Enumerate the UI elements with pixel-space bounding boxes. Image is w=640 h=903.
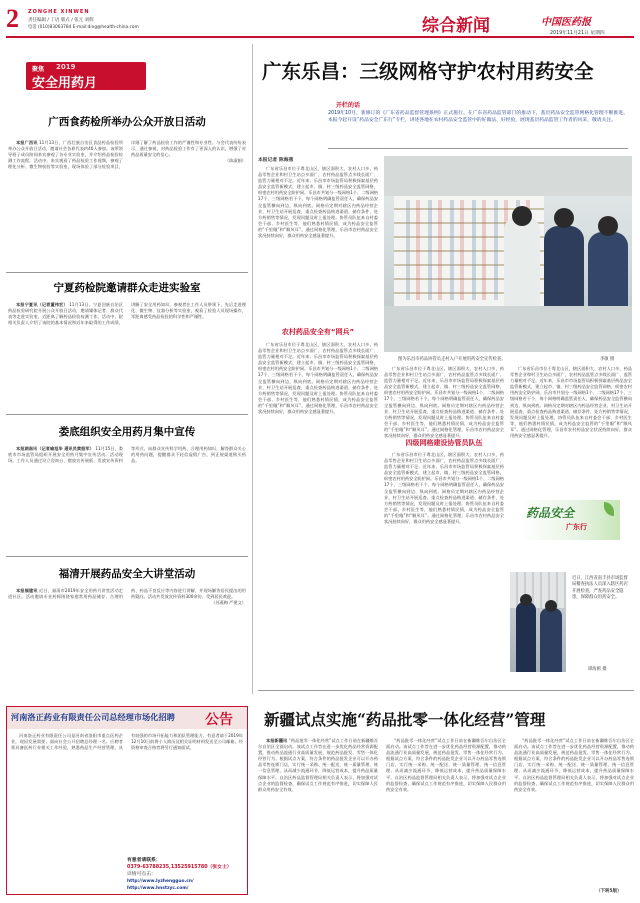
divider	[6, 414, 248, 415]
side-photo-caption: 近日，江西省南丰县市场监督局稽查执法人员深入辖区药店开展检查，严查药品安全隐患，保障群众用药安全。	[572, 576, 628, 601]
article-body	[8, 140, 246, 268]
article-headline: 福清开展药品安全大讲堂活动	[58, 568, 196, 580]
article-author: （苏燕梅 严建文）	[211, 600, 246, 606]
safety-month-banner	[26, 62, 146, 90]
photo-caption: 图为乐昌市药品协管员走村入户开展用药安全宣传检查。	[398, 357, 506, 362]
article-body	[8, 446, 246, 554]
lead-label: 开栏的话	[336, 102, 361, 109]
article-author: （陈淑娟）	[225, 158, 246, 164]
article-headline: 宁夏药检院邀请群众走进实验室	[53, 282, 201, 294]
bottom-text: “药品批零一体化经营”试点工作日前在新疆维吾尔自治区全面启动。该试点工作旨在进一步优化药品经营资源配置，推动药品流通行业高质量发展，规范药品批发、零售一体化经营行为。根据试点方案，符合条件的药品批发企业可以开办药品零售连锁门店，实行统一采购、统一配送、统一质量管理、统一信息管理，从而减少流通环节，降低运营成本，提升药品质量保障水平。自治区药品监督管理局相关负责人表示，将加强对试点企业的监督检查，确保试点工作规范有序推进，切实保障人民群众用药安全有效。	[386, 738, 506, 792]
ad-contact	[127, 857, 245, 892]
article-byline: 本报宁夏讯（记者董伟宏）	[16, 302, 68, 307]
column-divider	[252, 44, 253, 694]
main-text: 广东省乐昌市位于粤北山区，辖区面积大、农村人口多，药品零售企业和村卫生站点多面广，农村药品监管点多线长面广、监管力量相对不足。近年来，乐昌市市场监管局积极探索基层药品安全监管新模式，建立起市、镇、村三级药品安全监管网格，织密农村用药安全防护网。乐昌市共划分一级网格1个、二级网格17个、三级网格若干个，每个网格明确监管责任人，确保药品安全监管横向到边、纵向到底。网格员定期对辖区内药品经营企业、村卫生站开展巡查，重点检查药品购进渠道、储存条件、处方药销售等情况，发现问题及时上报处理。协管员队伍来自村委会干部、乡村医生等，他们熟悉村情民情，成为药品安全监管的“千里眼”和“顺风耳”。通过网格化管理，乐昌市农村药品安全状况持续向好，群众用药安全感显著提升。	[258, 342, 378, 415]
bottom-text: “药品批零一体化经营”试点工作日前在新疆维吾尔自治区全面启动。该试点工作旨在进一步优化药品经营资源配置，推动药品流通行业高质量发展，规范药品批发、零售一体化经营行为。根据试点方案，符合条件的药品批发企业可以开办药品零售连锁门店，实行统一采购、统一配送、统一质量管理、统一信息管理，从而减少流通环节，降低运营成本，提升药品质量保障水平。自治区药品监督管理局相关负责人表示，将加强对试点企业的监督检查，确保试点工作规范有序推进，切实保障人民群众用药安全有效。	[258, 738, 378, 792]
main-text: 广东省乐昌市位于粤北山区，辖区面积大、农村人口多，药品零售企业和村卫生站点多面广，农村药品监管点多线长面广、监管力量相对不足。近年来，乐昌市市场监管局积极探索基层药品安全监管新模式，建立起市、镇、村三级药品安全监管网格，织密农村用药安全防护网。乐昌市共划分一级网格1个、二级网格17个、三级网格若干个，每个网格明确监管责任人，确保药品安全监管横向到边、纵向到底。网格员定期对辖区内药品经营企业、村卫生站开展巡查，重点检查药品购进渠道、储存条件、处方药销售等情况，发现问题及时上报处理。协管员队伍来自村委会干部、乡村医生等，他们熟悉村情民情，成为药品安全监管的“千里眼”和“顺风耳”。通过网格化管理，乐昌市农村药品安全状况持续向好，群众用药安全感显著提升。	[384, 452, 504, 525]
article-byline: 本报湖南讯（记者喻旭华 通讯员黄振军）	[16, 446, 94, 451]
ad-title: 河南洛正药业有限责任公司总经理市场化招聘	[11, 712, 175, 722]
section-title: 综合新闻	[422, 16, 490, 36]
main-body	[384, 366, 504, 439]
divider	[328, 148, 628, 149]
subhead: 四级网格建设协管员队伍	[405, 439, 483, 447]
banner-year: 2019	[56, 63, 76, 71]
ad-text: 河南洛正药业有限责任公司是河南省洛阳市重点医药企业，现因发展需要，面向社会公开招聘总经理一名。应聘者须具备医药行业相关工作经验，熟悉药品生产经营管理，具有较强的市场开拓能力和团队管理能力。有意者请于2019年12月10日前将个人简历及相关证明材料发送至公司邮箱，经资格审查合格者将另行通知面试。	[11, 733, 243, 751]
subhead: 农村药品安全有“网兵”	[281, 328, 355, 336]
section-pinyin: ZONGHE XINWEN	[28, 9, 90, 15]
photo-credit: 李敏 摄	[600, 357, 615, 362]
divider	[6, 272, 248, 273]
main-headline: 广东乐昌：三级网格守护农村用药安全	[262, 60, 594, 83]
bottom-byline: 本报新疆讯	[266, 738, 288, 743]
article-byline: 本报福建讯	[16, 588, 38, 593]
leaf-icon	[604, 502, 614, 516]
article-text: 近日，福清市2019年安全用药月讲堂活动走进社区。活动邀请专业药师围绕家庭常用药品储存、合理用药、药品不良反应等内容进行讲解，并现场解答居民提出的用药疑问。活动共发放宣传资料300余份，受到居民欢迎。	[8, 588, 246, 600]
main-text: 广东省乐昌市位于粤北山区，辖区面积大、农村人口多，药品零售企业和村卫生站点多面广，农村药品监管点多线长面广、监管力量相对不足。近年来，乐昌市市场监管局积极探索基层药品安全监管新模式，建立起市、镇、村三级药品安全监管网格，织密农村用药安全防护网。乐昌市共划分一级网格1个、二级网格17个、三级网格若干个，每个网格明确监管责任人，确保药品安全监管横向到边、纵向到底。网格员定期对辖区内药品经营企业、村卫生站开展巡查，重点检查药品购进渠道、储存条件、处方药销售等情况，发现问题及时上报处理。协管员队伍来自村委会干部、乡村医生等，他们熟悉村情民情，成为药品安全监管的“千里眼”和“顺风耳”。通过网格化管理，乐昌市农村药品安全状况持续向好，群众用药安全感显著提升。	[384, 366, 504, 439]
inspection-photo	[510, 572, 566, 672]
badge-subtitle: 广东行	[566, 523, 587, 531]
bottom-body	[258, 738, 634, 886]
article-byline: 本报广西讯	[16, 140, 38, 145]
article-headline: 广西食药检所举办公众开放日活动	[48, 116, 206, 128]
contact-line: 电话 (010)83063784 E-mail:ding@health-china.com	[28, 25, 139, 30]
main-text: 广东省乐昌市位于粤北山区，辖区面积大、农村人口多，药品零售企业和村卫生站点多面广，农村药品监管点多线长面广、监管力量相对不足。近年来，乐昌市市场监管局积极探索基层药品安全监管新模式，建立起市、镇、村三级药品安全监管网格，织密农村用药安全防护网。乐昌市共划分一级网格1个、二级网格17个、三级网格若干个，每个网格明确监管责任人，确保药品安全监管横向到边、纵向到底。网格员定期对辖区内药品经营企业、村卫生站开展巡查，重点检查药品购进渠道、储存条件、处方药销售等情况，发现问题及时上报处理。协管员队伍来自村委会干部、乡村医生等，他们熟悉村情民情，成为药品安全监管的“千里眼”和“顺风耳”。通过网格化管理，乐昌市农村药品安全状况持续向好，群众用药安全感显著提升。	[510, 366, 632, 439]
divider	[258, 690, 634, 691]
main-body	[258, 166, 378, 323]
series-badge	[520, 500, 620, 540]
article-text: 11月13日，宁夏回族自治区药品检验研究院开展公众开放日活动，邀请媒体记者、群众代表等走进实验室，近距离了解药品检验检测工作。活动中，院相关负责人介绍了该院的基本情况和近年来取得的工作成绩，讲解了安全用药知识。参观者在工作人员带领下，先后走进理化、微生物、仪器分析等实验室，观看了检验人员现场操作，零距离感受药品检验的科学性和严谨性。	[8, 302, 246, 326]
header-rule	[6, 36, 634, 38]
page-number: 2	[6, 4, 19, 33]
article-text: 11月13日，广西壮族自治区食品药品检验所举办公众开放日活动，邀请社会各界代表约40人参加。该所领导班子成员陪同来宾参观了各专业实验室，并介绍药品检验检测工作流程。活动中，来宾观看了药品检验工作视频，参观了理化分析、微生物检验等实验室，现场体验了部分检验项目，详细了解了药品检验工作的严谨性和专业性。与会代表纷纷表示，通过参观，对药品检验工作有了更深入的认识，增强了对药品质量安全的信心。	[8, 140, 246, 170]
ad-contact-label: 有意者请联系：	[127, 858, 161, 863]
ad-tag: 公告	[205, 712, 233, 728]
ad-phone: 0379-63788235,13525915780（张女士）	[127, 865, 232, 870]
lead-text: 2019年10月，新修订的《广东省药品监督管理条例》正式施行。在广东省药品监管部门的推动下，基层药品安全监管网格化管理不断推进。本报今起开设“药品安全广东行”专栏，讲述各地在农村药品安全监管中的好做法、好经验，展现基层药品监管工作者的风采，敬请关注。	[328, 111, 628, 123]
article-body	[8, 588, 246, 696]
banner-title: 安全用药月	[32, 76, 98, 91]
banner-label: 聚焦	[32, 66, 45, 73]
main-text: 广东省乐昌市位于粤北山区，辖区面积大、农村人口多，药品零售企业和村卫生站点多面广，农村药品监管点多线长面广、监管力量相对不足。近年来，乐昌市市场监管局积极探索基层药品安全监管新模式，建立起市、镇、村三级药品安全监管网格，织密农村用药安全防护网。乐昌市共划分一级网格1个、二级网格17个、三级网格若干个，每个网格明确监管责任人，确保药品安全监管横向到边、纵向到底。网格员定期对辖区内药品经营企业、村卫生站开展巡查，重点检查药品购进渠道、储存条件、处方药销售等情况，发现问题及时上报处理。协管员队伍来自村委会干部、乡村医生等，他们熟悉村情民情，成为药品安全监管的“千里眼”和“顺风耳”。通过网格化管理，乐昌市农村药品安全状况持续向好，群众用药安全感显著提升。	[258, 166, 378, 239]
continuation-note: （下转5版）	[596, 889, 622, 894]
editors-line: 责任编辑 / 丁语 版式 / 张元 刘辉	[28, 18, 94, 23]
ad-header	[7, 707, 247, 729]
ad-website-label: 详情可点击：	[127, 872, 156, 877]
main-body	[258, 342, 378, 680]
issue-date: 2019年11月21日 星期四	[550, 31, 605, 36]
main-byline: 本报记者 陈海燕	[258, 158, 294, 163]
newspaper-logo: 中国医药报	[541, 17, 591, 28]
ad-website[interactable]: http://www.lyzhengguo.cn/ http://www.hnstzyc.com/	[127, 879, 194, 891]
article-headline: 娄底组织安全用药月集中宣传	[58, 426, 196, 438]
left-column	[6, 44, 248, 704]
bottom-headline: 新疆试点实施“药品批零一体化经营”管理	[264, 710, 546, 729]
main-body	[384, 452, 504, 680]
divider	[6, 556, 248, 557]
pharmacy-inspection-photo	[384, 156, 632, 352]
main-body	[510, 366, 632, 494]
page-header	[6, 4, 634, 38]
badge-title: 药品安全	[526, 506, 575, 520]
bottom-text: “药品批零一体化经营”试点工作日前在新疆维吾尔自治区全面启动。该试点工作旨在进一步优化药品经营资源配置，推动药品流通行业高质量发展，规范药品批发、零售一体化经营行为。根据试点方案，符合条件的药品批发企业可以开办药品零售连锁门店，实行统一采购、统一配送、统一质量管理、统一信息管理，从而减少流通环节，降低运营成本，提升药品质量保障水平。自治区药品监督管理局相关负责人表示，将加强对试点企业的监督检查，确保试点工作规范有序推进，切实保障人民群众用药安全有效。	[514, 738, 634, 792]
ad-body	[11, 733, 243, 853]
recruitment-ad	[6, 706, 248, 895]
article-body	[8, 302, 246, 412]
side-photo-credit: 谭海鸥 摄	[588, 667, 607, 672]
article-text: 11月15日，娄底市市场监管局组织开展安全用药月集中宣传活动。活动现场，工作人员通过设立咨询台、摆放宣传展板、发放宣传资料等形式，向群众宣传科学用药、合理用药知识，解答群众关心的用药问题，提醒群众不轻信虚假广告，到正规渠道购买药品。	[8, 446, 246, 464]
